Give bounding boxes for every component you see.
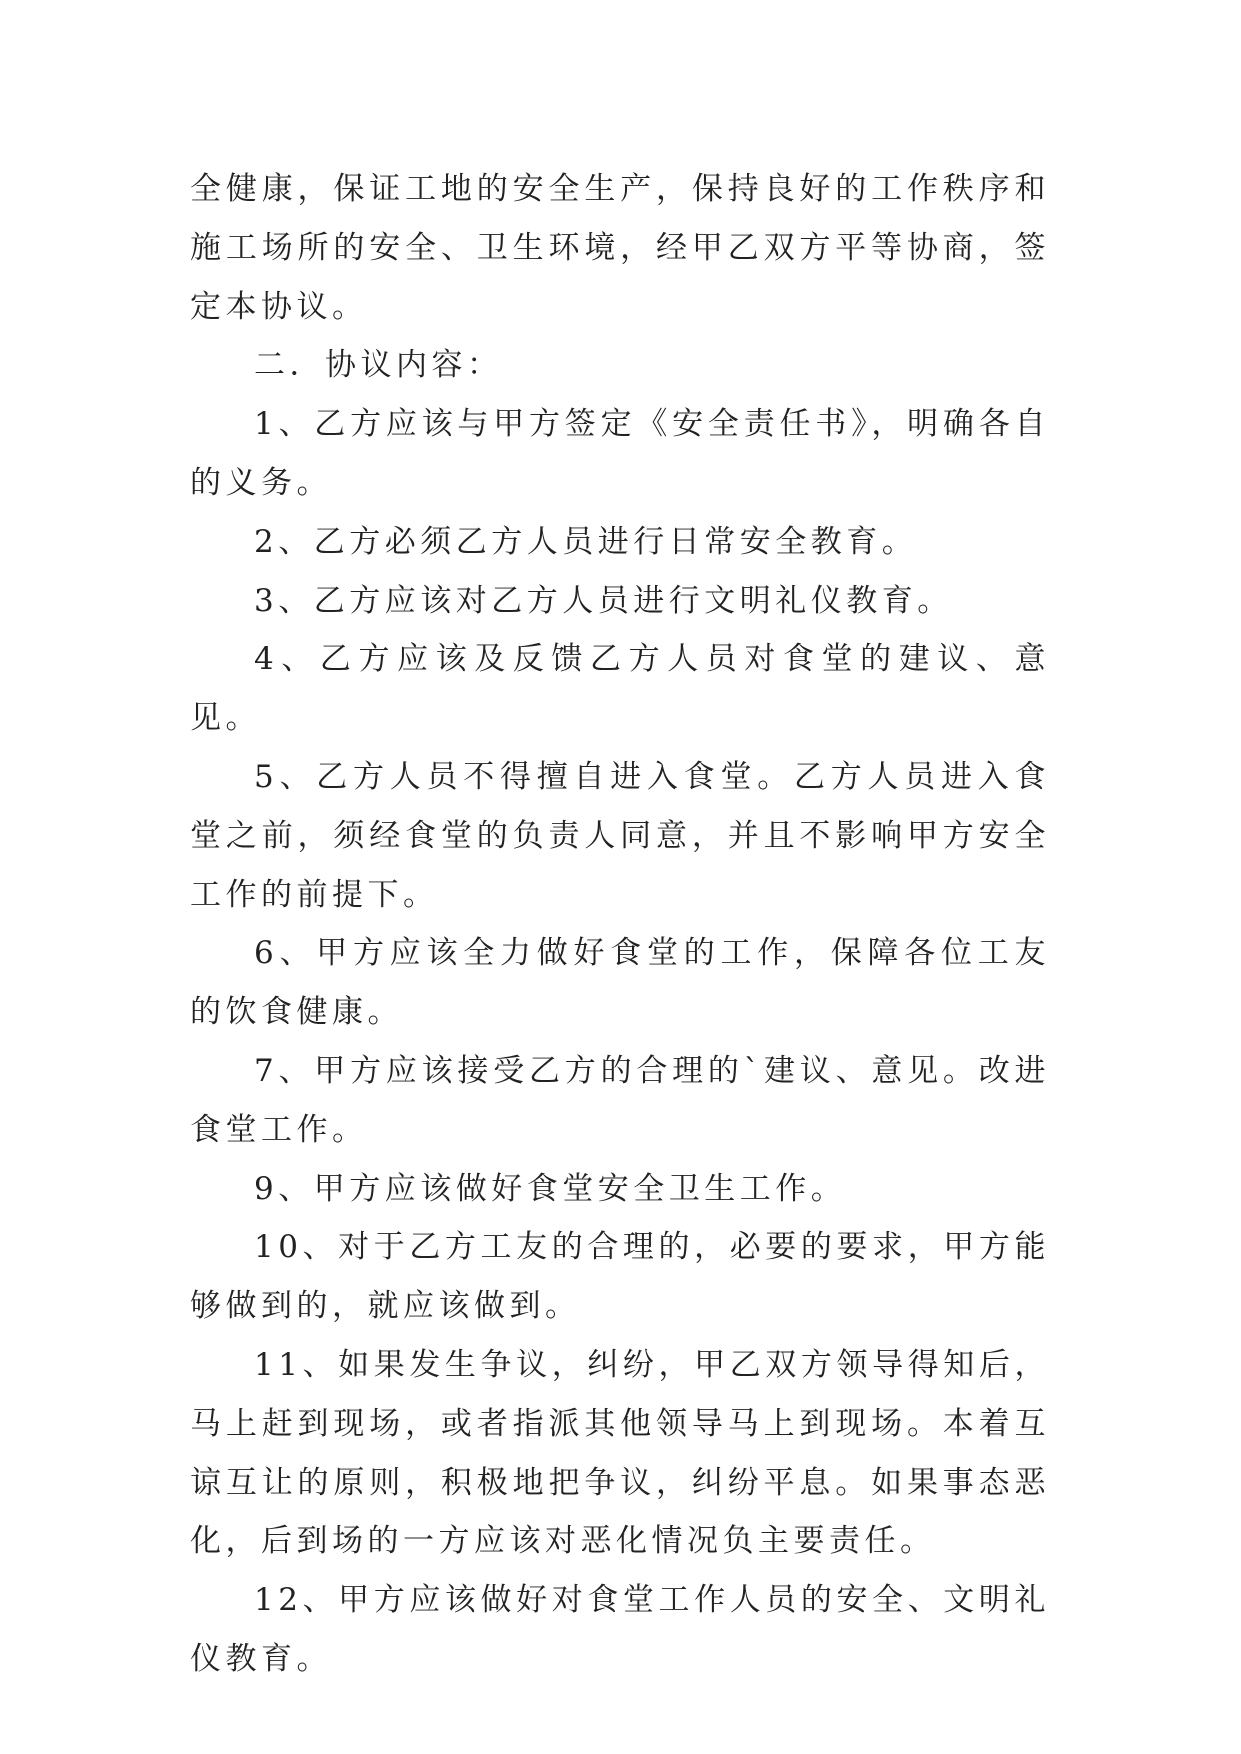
clause-5: 5、乙方人员不得擅自进入食堂。乙方人员进入食堂之前，须经食堂的负责人同意，并且不影响甲方安全工作的前提下。 — [190, 758, 1050, 913]
clause-7: 7、甲方应该接受乙方的合理的`建议、意见。改进食堂工作。 — [190, 1052, 1050, 1148]
clause-11: 11、如果发生争议，纠纷，甲乙双方领导得知后，马上赶到现场，或者指派其他领导马上到现场。本着互谅互让的原则，积极地把争议，纠纷平息。如果事态恶化，后到场的一方应该对恶化情况负主要责任。 — [190, 1346, 1050, 1560]
clause-10: 10、对于乙方工友的合理的，必要的要求，甲方能够做到的，就应该做到。 — [190, 1229, 1050, 1325]
clause-1: 1、乙方应该与甲方签定《安全责任书》，明确各自的义务。 — [190, 406, 1050, 501]
clause-12: 12、甲方应该做好对食堂工作人员的安全、文明礼仪教育。 — [190, 1582, 1050, 1677]
document-body — [190, 160, 1050, 1689]
clause-4: 4、乙方应该及反馈乙方人员对食堂的建议、意见。 — [190, 641, 1050, 737]
paragraph-intro-continuation: 全健康，保证工地的安全生产，保持良好的工作秩序和施工场所的安全、卫生环境，经甲乙双方平等协商，签定本协议。 — [190, 171, 1050, 325]
section-heading-agreement-content: 二．协议内容： — [254, 347, 503, 384]
clause-2: 2、乙方必须乙方人员进行日常安全教育。 — [254, 523, 918, 560]
clause-6: 6、甲方应该全力做好食堂的工作，保障各位工友的饮食健康。 — [190, 935, 1050, 1031]
clause-9: 9、甲方应该做好食堂安全卫生工作。 — [254, 1170, 847, 1207]
clause-3: 3、乙方应该对乙方人员进行文明礼仪教育。 — [254, 582, 953, 619]
